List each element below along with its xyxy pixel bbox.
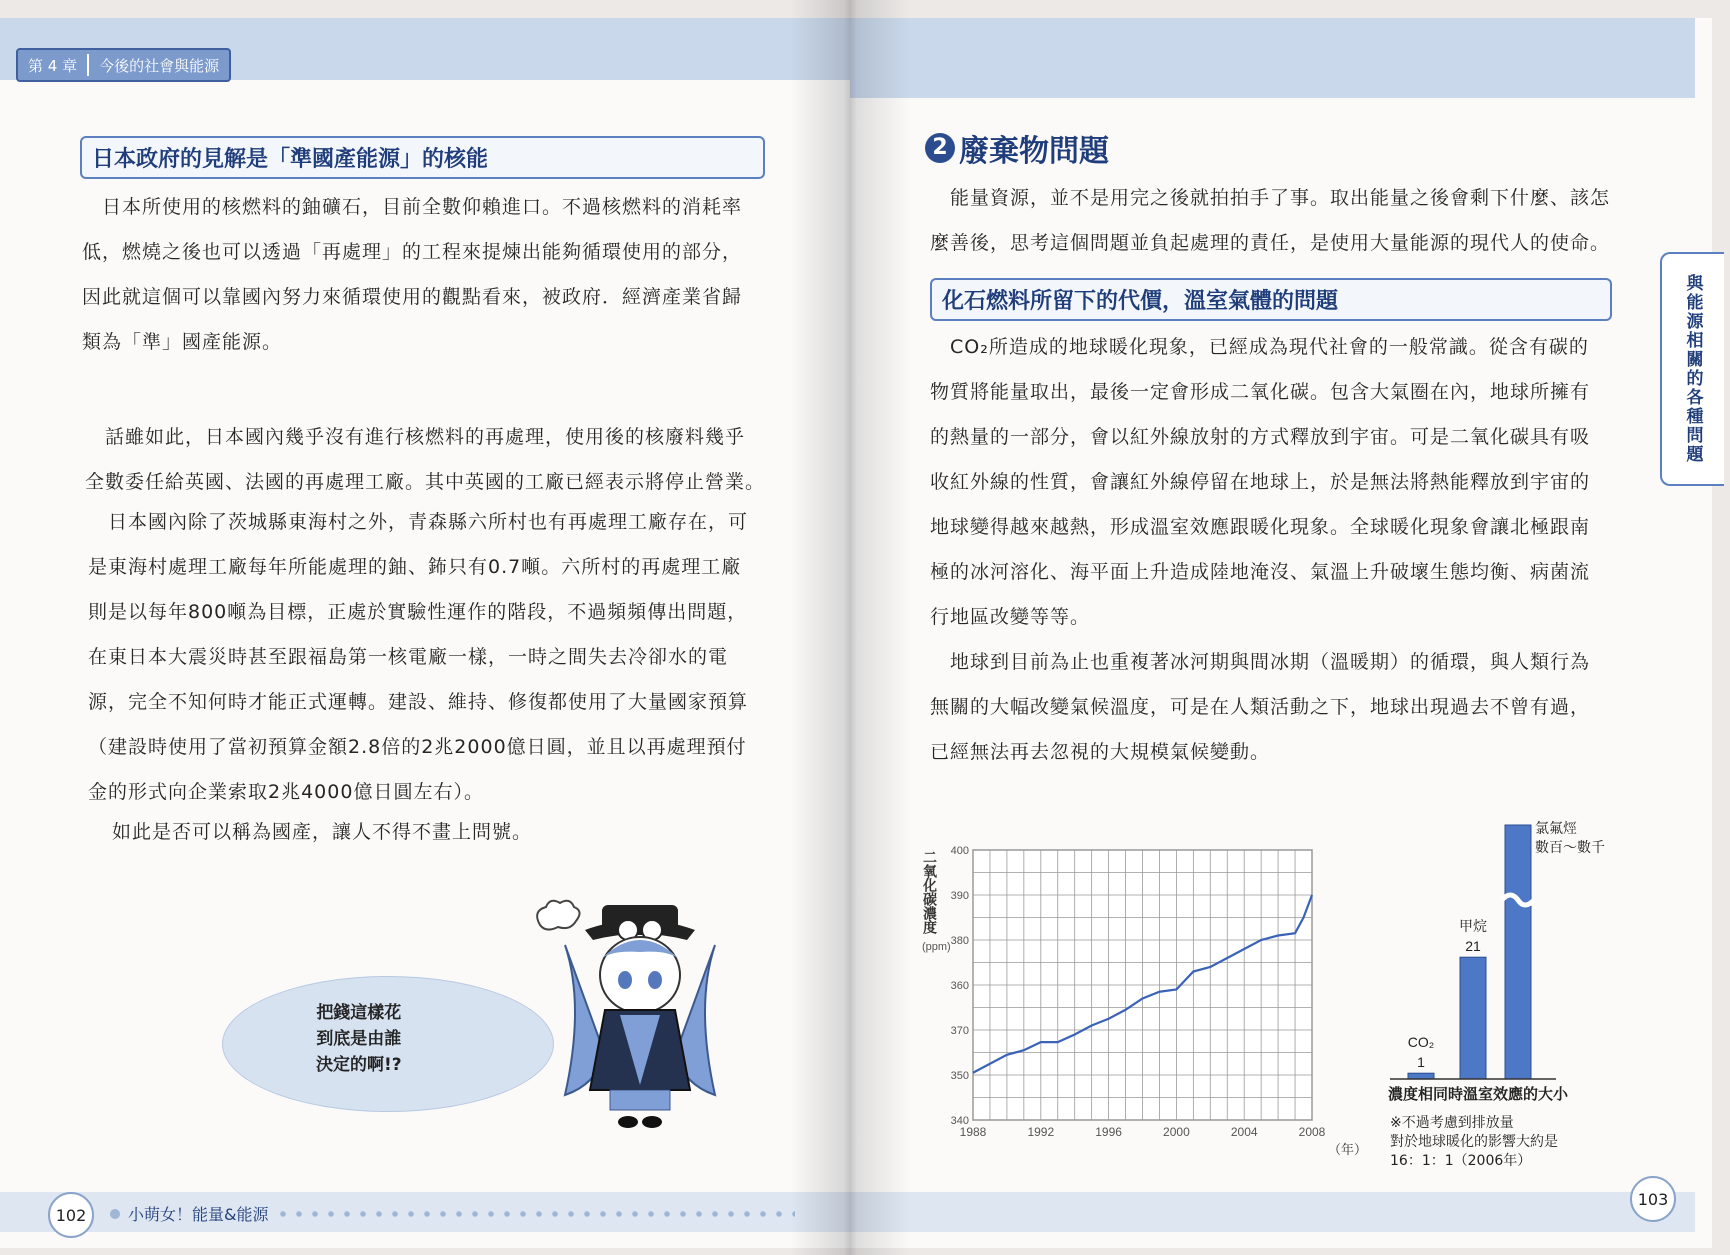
text-line: 如此是否可以稱為國產，讓人不得不畫上問號。: [112, 821, 533, 843]
text-line: 地球到目前為止也重複著冰河期與間冰期（溫暖期）的循環，與人類行為: [950, 651, 1591, 673]
page-number-right: 103: [1630, 1176, 1676, 1222]
co2-line-chart: [920, 830, 1380, 1170]
right-paragraph-1: [930, 325, 1630, 640]
text-line: 在東日本大震災時甚至跟福島第一核電廠一樣，一時之間失去冷卻水的電: [88, 646, 729, 668]
text-line: 是東海村處理工廠每年所能處理的鈾、鈽只有0.7噸。六所村的再處理工廠: [88, 556, 742, 578]
bar-value-label: 1: [1417, 1054, 1425, 1071]
text-line: 地球變得越來越熱，形成溫室效應跟暖化現象。全球暖化現象會讓北極跟南: [930, 516, 1591, 538]
book-title-text: 小萌女！能量&能源: [128, 1205, 269, 1224]
speech-bubble-text: [316, 1000, 402, 1078]
right-paragraph-2: [930, 640, 1630, 775]
text-line: 全數委任給英國、法國的再處理工廠。其中英國的工廠已經表示將停止營業。: [85, 471, 766, 493]
left-paragraph-2: [85, 415, 785, 505]
page-number-left: 102: [48, 1192, 94, 1238]
bubble-line: 把錢這樣花: [316, 1003, 402, 1023]
bubble-line: 到底是由誰: [316, 1029, 402, 1049]
section-heading-nuclear: 日本政府的見解是「準國產能源」的核能: [80, 136, 765, 179]
x-axis-unit: （年）: [1328, 1142, 1368, 1157]
chapter-number: 第 4 章: [28, 56, 78, 75]
x-tick-label: 1996: [1095, 1125, 1122, 1139]
text-line: 源，完全不知何時才能正式運轉。建設、維持、修復都使用了大量國家預算: [88, 691, 749, 713]
x-tick-label: 2000: [1163, 1125, 1190, 1139]
note-line: 16：1：1（2006年）: [1390, 1153, 1532, 1169]
text-line: 無關的大幅改變氣候溫度，可是在人類活動之下，地球出現過去不曾有過，: [930, 696, 1591, 718]
bar-category-label: 甲烷: [1459, 918, 1487, 935]
bar-2: [1505, 825, 1531, 1079]
chapter-label: [16, 48, 231, 82]
note-line: 對於地球暖化的影響大約是: [1390, 1134, 1558, 1150]
text-line: 類為「準」國產能源。: [82, 331, 283, 353]
y-tick-label: 350: [950, 1070, 969, 1082]
bar-value-label: 數百～數千: [1535, 839, 1605, 855]
x-tick-label: 1992: [1027, 1125, 1055, 1139]
y-tick-label: 380: [950, 935, 969, 947]
text-line: 則是以每年800噸為目標，正處於實驗性運作的階段，不過頻頻傳出問題，: [88, 601, 748, 623]
bar-category-label: CO₂: [1407, 1034, 1435, 1051]
chapter-title: 今後的社會與能源: [99, 56, 220, 75]
chart-grid: [973, 850, 1312, 1120]
note-line: ※不過考慮到排放量: [1390, 1115, 1514, 1131]
text-line: 日本國內除了茨城縣東海村之外，青森縣六所村也有再處理工廠存在，可: [108, 511, 749, 533]
text-line: 金的形式向企業索取2兆4000億日圓左右）。: [88, 781, 484, 803]
y-axis-label: 二氧化碳濃度: [922, 850, 938, 934]
bar-0: [1408, 1073, 1434, 1079]
right-header-band: [850, 18, 1695, 98]
y-axis-unit: (ppm): [922, 941, 951, 953]
right-footer-band: [850, 1192, 1695, 1232]
y-tick-label: 360: [950, 980, 969, 992]
text-line: （建設時使用了當初預算金額2.8倍的2兆2000億日圓，並且以再處理預付: [88, 736, 747, 758]
right-intro: [930, 176, 1630, 266]
section-title: [925, 126, 1109, 170]
y-tick-label: 370: [950, 1025, 969, 1037]
left-paragraph-1: [82, 185, 782, 365]
text-line: 行地區改變等等。: [930, 606, 1091, 628]
text-line: 物質將能量取出，最後一定會形成二氧化碳。包含大氣圈在內，地球所擁有: [930, 381, 1591, 403]
bubble-line: 決定的啊!?: [316, 1055, 402, 1075]
section-number-badge: 2: [925, 133, 955, 163]
bar-category-label: 氯氟烴: [1535, 820, 1577, 836]
bar-1: [1460, 957, 1486, 1079]
x-tick-label: 2004: [1230, 1125, 1258, 1139]
text-line: 低，燃燒之後也可以透過「再處理」的工程來提煉出能夠循環使用的部分，: [82, 241, 743, 263]
x-tick-label: 1988: [959, 1125, 987, 1139]
y-tick-label: 400: [950, 845, 969, 857]
mascot-illustration: [520, 890, 760, 1140]
bullet-dot-icon: [110, 1209, 120, 1219]
text-line: 麼善後，思考這個問題並負起處理的責任，是使用大量能源的現代人的使命。: [930, 232, 1611, 254]
text-line: 能量資源，並不是用完之後就拍拍手了事。取出能量之後會剩下什麼、該怎: [950, 187, 1611, 209]
left-paragraph-4: [112, 810, 762, 855]
bar-value-label: 21: [1465, 938, 1481, 955]
text-line: 話雖如此，日本國內幾乎沒有進行核燃料的再處理，使用後的核廢料幾乎: [105, 426, 746, 448]
side-tab: 與能源相關的各種問題: [1660, 252, 1724, 486]
text-line: 收紅外線的性質，會讓紅外線停留在地球上，於是無法將熱能釋放到宇宙的: [930, 471, 1591, 493]
y-tick-label: 390: [950, 890, 969, 902]
dotted-decoration: [275, 1211, 795, 1217]
section-title-text: 廢棄物問題: [959, 134, 1109, 169]
left-paragraph-3: [88, 500, 788, 815]
text-line: 極的冰河溶化、海平面上升造成陸地淹沒、氣溫上升破壞生態均衡、病菌流: [930, 561, 1591, 583]
text-line: 已經無法再去忽視的大規模氣候變動。: [930, 741, 1271, 763]
x-tick-label: 2008: [1298, 1125, 1326, 1139]
book-title: [110, 1202, 268, 1225]
bar-chart-title: 濃度相同時溫室效應的大小: [1388, 1086, 1569, 1103]
bar-series: [1408, 820, 1605, 1079]
greenhouse-bar-chart: [1380, 815, 1610, 1115]
subsection-heading-greenhouse: 化石燃料所留下的代價，溫室氣體的問題: [930, 278, 1612, 321]
text-line: 日本所使用的核燃料的鈾礦石，目前全數仰賴進口。不過核燃料的消耗率: [102, 196, 743, 218]
text-line: 的熱量的一部分，會以紅外線放射的方式釋放到宇宙。可是二氧化碳具有吸: [930, 426, 1591, 448]
y-tick-label: 340: [950, 1115, 969, 1127]
text-line: 因此就這個可以靠國內努力來循環使用的觀點看來，被政府．經濟產業省歸: [82, 286, 743, 308]
text-line: CO₂所造成的地球暖化現象，已經成為現代社會的一般常識。從含有碳的: [950, 336, 1589, 358]
